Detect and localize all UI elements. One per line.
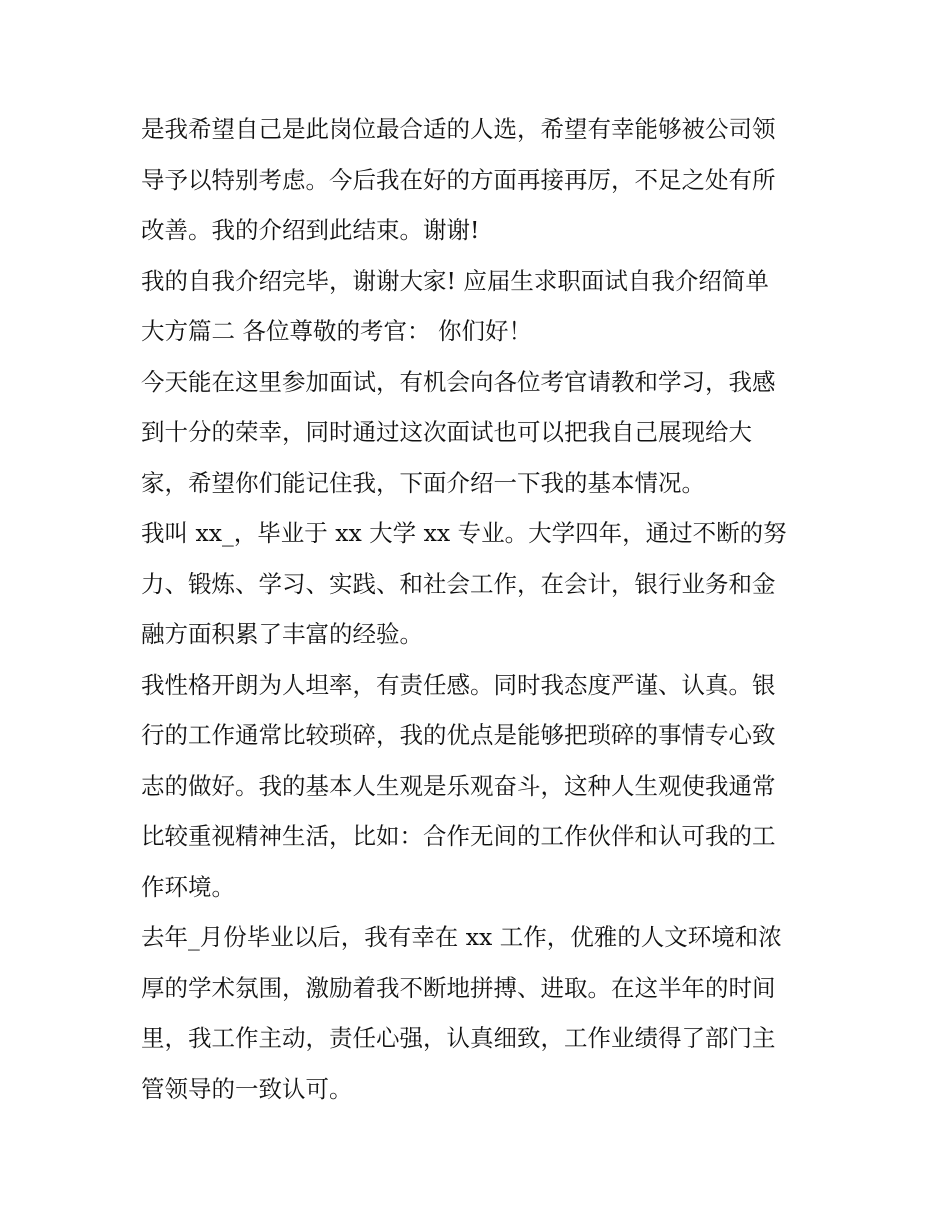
text-line: 志的做好。我的基本人生观是乐观奋斗，这种人生观使我通常 — [141, 771, 776, 800]
text-line: 作环境。 — [141, 872, 235, 901]
paragraph-section-heading — [141, 256, 821, 357]
text-line: 我的自我介绍完毕，谢谢大家! 应届生求职面试自我介绍简单 — [141, 266, 769, 295]
paragraph-personality — [141, 660, 821, 913]
text-line: 管领导的一致认可。 — [141, 1074, 353, 1103]
paragraph-work-experience — [141, 912, 821, 1114]
document-body — [141, 104, 821, 1114]
text-line: 家，希望你们能记住我，下面介绍一下我的基本情况。 — [141, 468, 705, 497]
text-line: 厚的学术氛围，激励着我不断地拼搏、进取。在这半年的时间 — [141, 973, 776, 1002]
text-line: 里，我工作主动，责任心强，认真细致，工作业绩得了部门主 — [141, 1024, 776, 1052]
text-line: 今天能在这里参加面试，有机会向各位考官请教和学习，我感 — [141, 367, 776, 396]
text-line: 大方篇二 各位尊敬的考官： 你们好！ — [141, 317, 532, 345]
text-line: 是我希望自己是此岗位最合适的人选，希望有幸能够被公司领 — [141, 115, 776, 143]
paragraph-education — [141, 508, 821, 660]
text-line: 行的工作通常比较琐碎，我的优点是能够把琐碎的事情专心致 — [141, 721, 776, 749]
text-line: 融方面积累了丰富的经验。 — [141, 620, 423, 648]
text-line: 改善。我的介绍到此结束。谢谢! — [141, 216, 480, 244]
text-line: 去年_月份毕业以后，我有幸在 xx 工作，优雅的人文环境和浓 — [141, 923, 782, 951]
text-line: 我叫 xx_，毕业于 xx 大学 xx 专业。大学四年，通过不断的努 — [141, 519, 787, 547]
paragraph-greeting — [141, 357, 821, 509]
text-line: 我性格开朗为人坦率，有责任感。同时我态度严谨、认真。银 — [141, 670, 776, 699]
paragraph-closing-statement — [141, 104, 821, 256]
text-line: 导予以特别考虑。今后我在好的方面再接再厉，不足之处有所 — [141, 165, 776, 194]
text-line: 到十分的荣幸，同时通过这次面试也可以把我自己展现给大 — [141, 418, 752, 446]
text-line: 比较重视精神生活，比如：合作无间的工作伙伴和认可我的工 — [141, 822, 776, 850]
text-line: 力、锻炼、学习、实践、和社会工作，在会计，银行业务和金 — [141, 569, 776, 598]
